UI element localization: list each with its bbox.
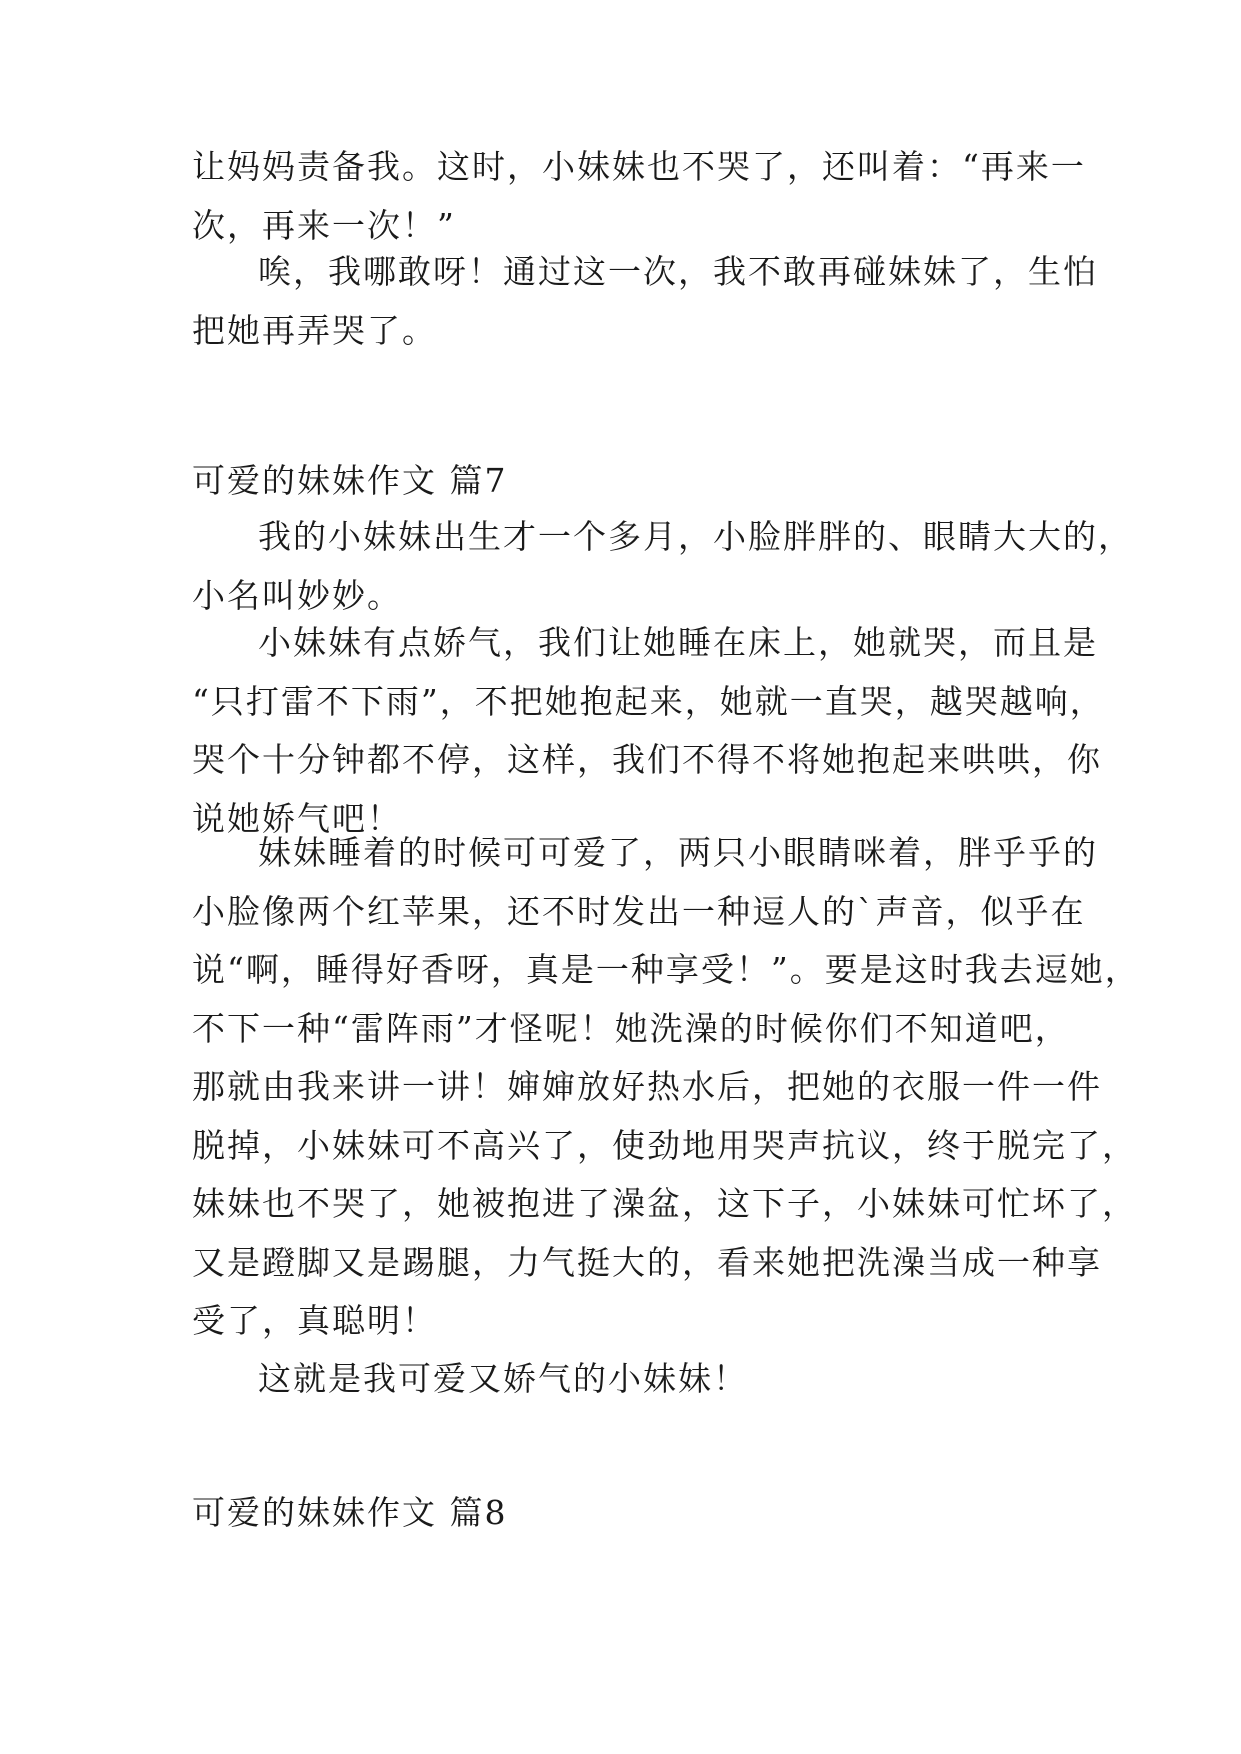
text-line: 那就由我来讲一讲！婶婶放好热水后，把她的衣服一件一件	[192, 1067, 1102, 1106]
text-line: 次，再来一次！”	[192, 205, 456, 245]
text-line: 妹妹睡着的时候可可爱了，两只小眼睛咪着，胖乎乎的	[258, 833, 1098, 872]
paragraph-intro	[192, 138, 1086, 255]
text-line: 说她娇气吧！	[192, 798, 402, 838]
text-line: 又是蹬脚又是踢腿，力气挺大的，看来她把洗澡当成一种享	[192, 1242, 1102, 1282]
text-line: 把她再弄哭了。	[192, 310, 437, 350]
document-page	[192, 0, 1140, 1754]
text-line: 小名叫妙妙。	[192, 575, 402, 615]
text-line: 妹妹也不哭了，她被抱进了澡盆，这下子，小妹妹可忙坏了，	[192, 1184, 1137, 1223]
section-heading-8: 可爱的妹妹作文 篇8	[192, 1493, 508, 1532]
text-line: 这就是我可爱又娇气的小妹妹！	[258, 1359, 748, 1398]
text-line: 受了，真聪明！	[192, 1301, 437, 1340]
paragraph-spoiled	[192, 614, 1105, 848]
text-line: 脱掉，小妹妹可不高兴了，使劲地用哭声抗议，终于脱完了，	[192, 1125, 1137, 1165]
text-line: 说“啊，睡得好香呀，真是一种享受！”。要是这时我去逗她，	[192, 950, 1140, 989]
paragraph-end	[192, 1350, 1062, 1409]
text-line: 让妈妈责备我。这时，小妹妹也不哭了，还叫着：“再来一	[192, 147, 1086, 186]
text-line: 小脸像两个红苹果，还不时发出一种逗人的`声音，似乎在	[192, 891, 1086, 931]
text-line: 不下一种“雷阵雨”才怪呢！她洗澡的时候你们不知道吧，	[192, 1008, 1070, 1048]
paragraph-alas	[192, 243, 1098, 360]
paragraph-born	[192, 508, 1133, 625]
text-line: 小妹妹有点娇气，我们让她睡在床上，她就哭，而且是	[258, 623, 1098, 662]
text-line: 哭个十分钟都不停，这样，我们不得不将她抱起来哄哄，你	[192, 740, 1102, 779]
paragraph-sleep	[192, 824, 1140, 1351]
text-line: 唉，我哪敢呀！通过这一次，我不敢再碰妹妹了，生怕	[258, 252, 1098, 291]
text-line: “只打雷不下雨”，不把她抱起来，她就一直哭，越哭越响，	[192, 681, 1105, 721]
text-line: 我的小妹妹出生才一个多月，小脸胖胖的、眼睛大大的，	[258, 517, 1133, 556]
section-heading-7: 可爱的妹妹作文 篇7	[192, 461, 508, 500]
